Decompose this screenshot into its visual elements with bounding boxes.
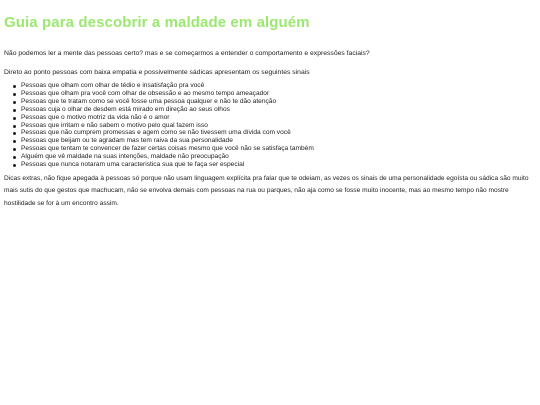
list-item: Pessoas que olham pra você com olhar de obsessão e ao mesmo tempo ameaçador [21, 90, 314, 98]
list-item: Pessoas cuja o olhar de desdem está mirado em direção ao seus olhos [21, 106, 314, 114]
list-item: Pessoas que olham com olhar de tédio e insatisfação pra você [21, 82, 314, 90]
list-item: Pessoas que irritam e não sabem o motivo pelo qual fazem isso [21, 122, 314, 130]
list-item: Pessoas que tentam te convencer de fazer certas coisas mesmo que você não se satisfaça também [21, 145, 314, 153]
page-title: Guia para descobrir a maldade em alguém [4, 14, 310, 31]
list-item: Pessoas que o motivo motriz da vida não é o amor [21, 114, 314, 122]
signs-list [4, 82, 314, 169]
list-item: Pessoas que te tratam como se você fosse uma pessoa qualquer e não te dão atenção [21, 98, 314, 106]
list-item: Alguém que vê maldade na suas intenções, maldade não preocupação [21, 153, 314, 161]
tips-paragraph: Dicas extras, não fique apegada à pessoas só porque não usam linguagem explícita pra falar que te odeiam, as vezes os sinais de uma personalidade egoísta ou sádica são muito mais sutis do que gestos que machucam, não se envolva demais com pessoas na rua ou parques, não aja como se fosse muito inocente, mas ao mesmo tempo não mostre hostilidade se for à um encontro assim. [4, 175, 529, 207]
list-item: Pessoas que não cumprem promessas e agem como se não tivessem uma dívida com você [21, 129, 314, 137]
list-item: Pessoas que beijam ou te agradam mas tem raiva da sua personalidade [21, 137, 314, 145]
list-item: Pessoas que nunca notaram uma caracteristica sua que te faça ser especial [21, 161, 314, 169]
intro-paragraph: Não podemos ler a mente das pessoas certo? mas e se começarmos a entender o comportamento e expressões faciais? [4, 50, 370, 57]
lead-paragraph: Direto ao ponto pessoas com baixa empatia e possivelmente sádicas apresentam os seguintes sinais [4, 69, 310, 76]
